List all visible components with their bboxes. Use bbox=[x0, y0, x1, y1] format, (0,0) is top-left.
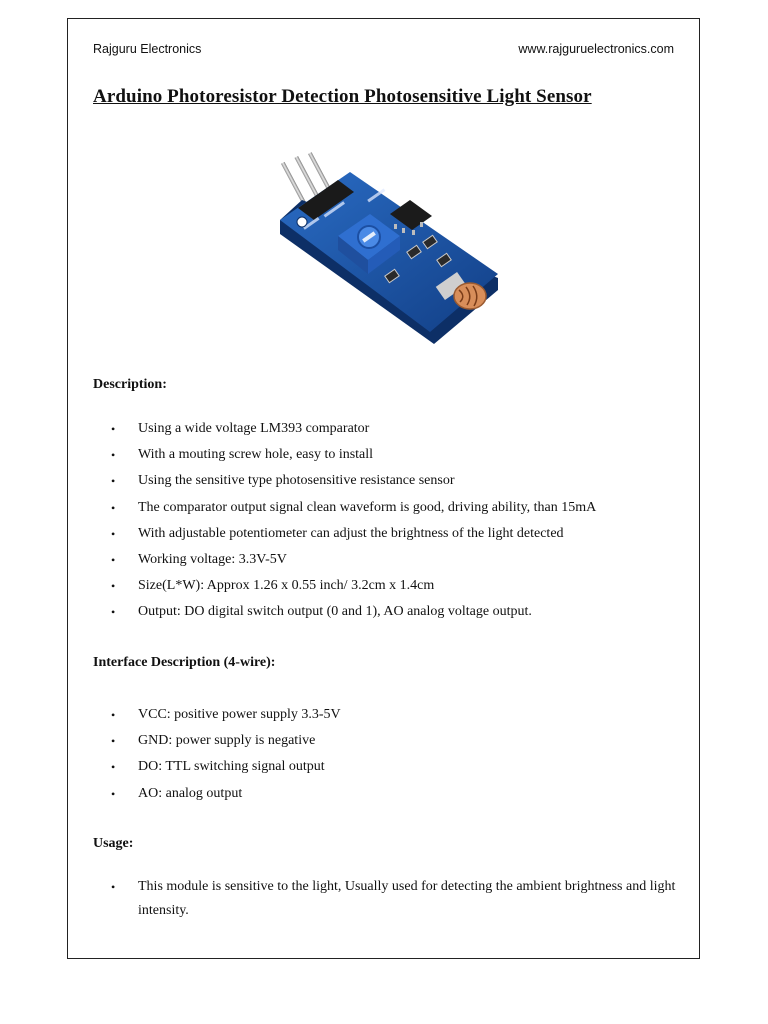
list-item: • The comparator output signal clean waveform is good, driving ability, than 15mA bbox=[93, 495, 683, 521]
bullet-icon: • bbox=[111, 734, 116, 749]
list-item: • Using the sensitive type photosensitive resistance sensor bbox=[93, 468, 683, 494]
photoresistor-module-image bbox=[262, 150, 510, 350]
list-item: • AO: analog output bbox=[93, 781, 683, 807]
list-item: • This module is sensitive to the light, Usually used for detecting the ambient brightness and light intensity. bbox=[93, 875, 683, 923]
bullet-icon: • bbox=[111, 474, 116, 489]
header-website: www.rajguruelectronics.com bbox=[518, 42, 674, 56]
interface-list bbox=[93, 702, 683, 807]
bullet-icon: • bbox=[111, 500, 116, 515]
bullet-icon: • bbox=[111, 786, 116, 801]
bullet-icon: • bbox=[111, 422, 116, 436]
list-item: • Output: DO digital switch output (0 and 1), AO analog voltage output. bbox=[93, 599, 683, 625]
header-company: Rajguru Electronics bbox=[93, 42, 202, 56]
interface-heading: Interface Description (4-wire): bbox=[93, 655, 276, 670]
bullet-icon: • bbox=[111, 880, 116, 894]
bullet-icon: • bbox=[111, 448, 116, 463]
bullet-icon: • bbox=[111, 605, 116, 620]
bullet-icon: • bbox=[111, 526, 116, 541]
bullet-icon: • bbox=[111, 579, 116, 594]
list-item: • Size(L*W): Approx 1.26 x 0.55 inch/ 3.2cm x 1.4cm bbox=[93, 573, 683, 599]
list-item: • Using a wide voltage LM393 comparator bbox=[93, 416, 683, 442]
list-item: • VCC: positive power supply 3.3-5V bbox=[93, 702, 683, 728]
list-item: • With adjustable potentiometer can adjust the brightness of the light detected bbox=[93, 521, 683, 547]
description-list bbox=[93, 416, 683, 626]
list-item: • Working voltage: 3.3V-5V bbox=[93, 547, 683, 573]
usage-heading: Usage: bbox=[93, 836, 134, 851]
usage-list bbox=[93, 875, 683, 923]
list-item: • With a mouting screw hole, easy to install bbox=[93, 442, 683, 468]
bullet-icon: • bbox=[111, 708, 116, 722]
bullet-icon: • bbox=[111, 760, 116, 775]
bullet-icon: • bbox=[111, 553, 116, 568]
page-title: Arduino Photoresistor Detection Photosensitive Light Sensor bbox=[93, 86, 592, 107]
description-heading: Description: bbox=[93, 377, 167, 392]
list-item: • DO: TTL switching signal output bbox=[93, 754, 683, 780]
list-item: • GND: power supply is negative bbox=[93, 728, 683, 754]
